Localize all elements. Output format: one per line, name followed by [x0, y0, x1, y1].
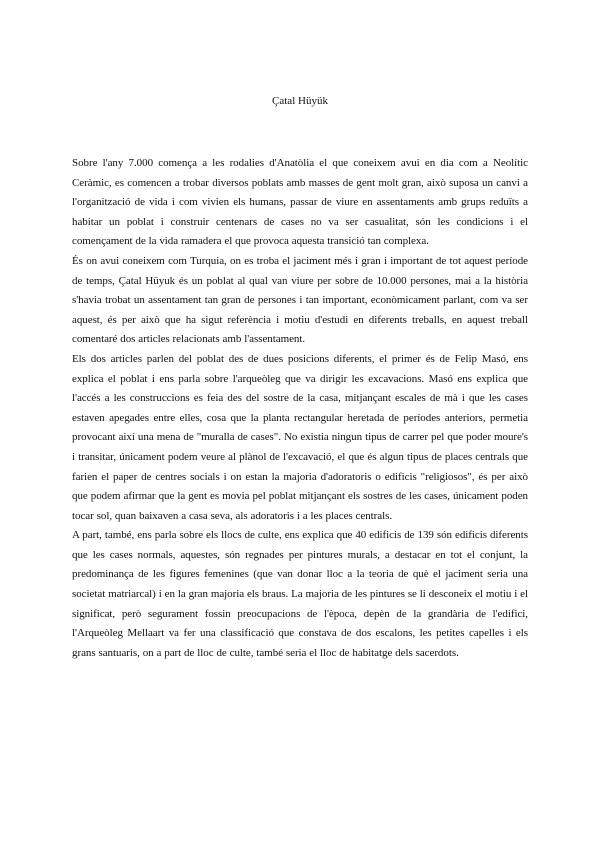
- paragraph-2: És on avui coneixem com Turquia, on es troba el jaciment més i gran i important de tot aquest període de temps, Çatal Hüyuk és un poblat al qual van viure per sobre de 10.000 persones, mai a la història s'havia trobat un assentament tan gran de persones i tan important, econòmicament parlant, com va ser aquest, és per això que ha sigut referència i motiu d'estudi en diferents treballs, en aquest treball comentaré dos articles relacionats amb l'assentament.: [72, 254, 528, 346]
- paragraph-1: Sobre l'any 7.000 comença a les rodalies d'Anatòlia el que coneixem avui en dia com a Neolític Ceràmic, es comencen a trobar diversos poblats amb masses de gent molt gran, això suposa un canvi a l'organització de vida i com vivien els humans, passar de viure en assentaments amb grups reduïts a habitar un poblat i construir centenars de cases no va ser casualitat, són les condicions i el començament de la vida ramadera el que provoca aquesta transició tan complexa.: [72, 157, 528, 248]
- paragraph-3: Els dos articles parlen del poblat des de dues posicions diferents, el primer és de Felip Masó, ens explica el poblat i ens parla sobre l'arqueòleg que va dirigir les excavacions. Masó ens explica que l'accés a les construccions es feia des del sostre de la casa, mitjançant escales de mà i que les cases estaven apegades entre elles, cosa que la planta rectangular heretada de períodes anteriors, permetia provocant així una mena de "muralla de cases". No existia ningun tipus de carrer pel que poder moure's i transitar, únicament podem veure al plànol de l'excavació, el que és algun tipus de places centrals que farien el paper de centres socials i on estan la majoria d'adoratoris o edificis "religiosos", és per això que podem afirmar que la gent es movia pel poblat mitjançant els sostres de les cases, únicament poden tocar sol, quan baixaven a casa seva, als adoratoris i a les places centrals.: [72, 352, 528, 522]
- paragraph-4: A part, també, ens parla sobre els llocs de culte, ens explica que 40 edificis de 139 són edificis diferents que les cases normals, aquestes, són regnades per pintures murals, a destacar en tot el conjunt, la predominança de les figures femenines (que van donar lloc a la teoria de què el jaciment seria una societat matriarcal) i en la gran majoria els braus. La majoria de les pintures se li desconeix el motiu i el significat, però segurament fossin preocupacions de l'època, depèn de la grandària de l'edifici, l'Arqueòleg Mellaart va fer una classificació que constava de dos escalons, les petites capelles i els grans santuaris, on a part de lloc de culte, també seria el lloc de habitatge dels sacerdots.: [72, 529, 528, 659]
- document-title: Çatal Hüyük: [272, 95, 328, 107]
- document-body: [72, 154, 528, 663]
